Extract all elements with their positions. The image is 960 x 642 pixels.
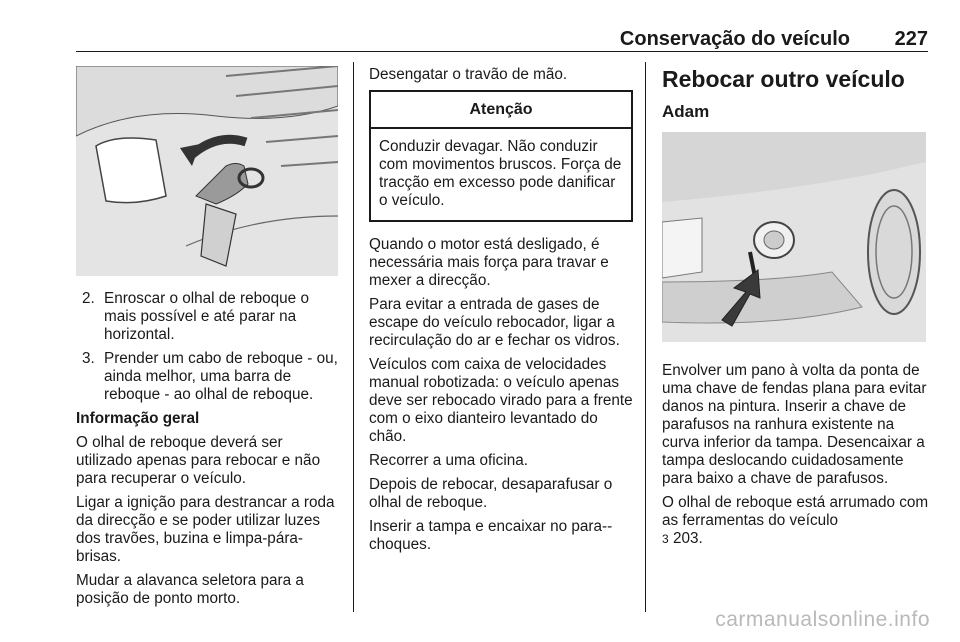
paragraph: Envolver um pano à volta da ponta de uma chave de fendas plana para evitar danos na pintura. Inserir a chave de parafusos na ranhura existente na curva inferior da tampa. Desencaixar a tampa deslocando cuidadosamente para baixo a chave de parafusos. <box>662 362 927 487</box>
paragraph: Inserir a tampa e encaixar no para--choques. <box>369 518 613 553</box>
column-3 <box>662 362 930 548</box>
column-3-heading <box>662 66 928 122</box>
paragraph: Desengatar o travão de mão. <box>369 66 568 83</box>
step-number: 3. <box>82 350 95 367</box>
paragraph: Para evitar a entrada de gases de escape do veículo rebocador, ligar a recirculação do ar e fechar os vidros. <box>369 296 620 349</box>
step-number: 2. <box>82 290 95 307</box>
paragraph-text: O olhal de reboque está arrumado com as ferramentas do veículo <box>662 494 929 529</box>
column-1 <box>76 290 342 614</box>
tow-eye-front-illustration <box>76 66 338 276</box>
steps-list <box>76 290 342 404</box>
section-subtitle: Adam <box>662 102 710 121</box>
header-rule <box>76 51 928 52</box>
paragraph: Ligar a ignição para destrancar a roda da direcção e se poder utilizar luzes dos travões, buzina e limpa-pára-brisas. <box>76 494 335 565</box>
paragraph: O olhal de reboque deverá ser utilizado apenas para rebocar e não para recuperar o veículo. <box>76 434 321 487</box>
watermark: carmanualsonline.info <box>715 608 930 631</box>
page-reference-icon: 3 <box>662 532 669 546</box>
paragraph: Quando o motor está desligado, é necessária mais força para travar e mexer a direcção. <box>369 236 609 289</box>
section-title: Rebocar outro veículo <box>662 66 905 92</box>
paragraph <box>662 494 930 548</box>
column-divider-1 <box>353 62 354 612</box>
list-item <box>76 290 342 344</box>
paragraph: Mudar a alavanca seletora para a posição de ponto morto. <box>76 572 304 607</box>
column-divider-2 <box>645 62 646 612</box>
page-number: 227 <box>894 28 928 50</box>
paragraph: Recorrer a uma oficina. <box>369 452 528 469</box>
warning-box <box>369 90 633 222</box>
step-text: Enroscar o olhal de reboque o mais possível e até parar na horizontal. <box>104 290 309 343</box>
rear-bumper-drawing <box>662 132 926 342</box>
front-bumper-drawing <box>76 66 338 276</box>
list-item <box>76 350 342 404</box>
warning-title: Atenção <box>371 92 631 129</box>
page-header-title: Conservação do veículo <box>619 28 850 50</box>
page-reference[interactable]: 203. <box>672 530 703 547</box>
subheading: Informação geral <box>76 410 200 427</box>
step-text: Prender um cabo de reboque - ou, ainda melhor, uma barra de reboque - ao olhal de reboque. <box>104 350 338 403</box>
warning-text: Conduzir devagar. Não conduzir com movimentos bruscos. Força de tracção em excesso pode danificar o veículo. <box>379 138 622 209</box>
paragraph: Veículos com caixa de velocidades manual robotizada: o veículo apenas deve ser rebocado virado para a frente com o eixo dianteiro levantado do chão. <box>369 356 633 445</box>
paragraph: Depois de rebocar, desaparafusar o olhal de reboque. <box>369 476 613 511</box>
tow-cover-removal-illustration <box>662 132 926 342</box>
column-2 <box>369 66 633 560</box>
